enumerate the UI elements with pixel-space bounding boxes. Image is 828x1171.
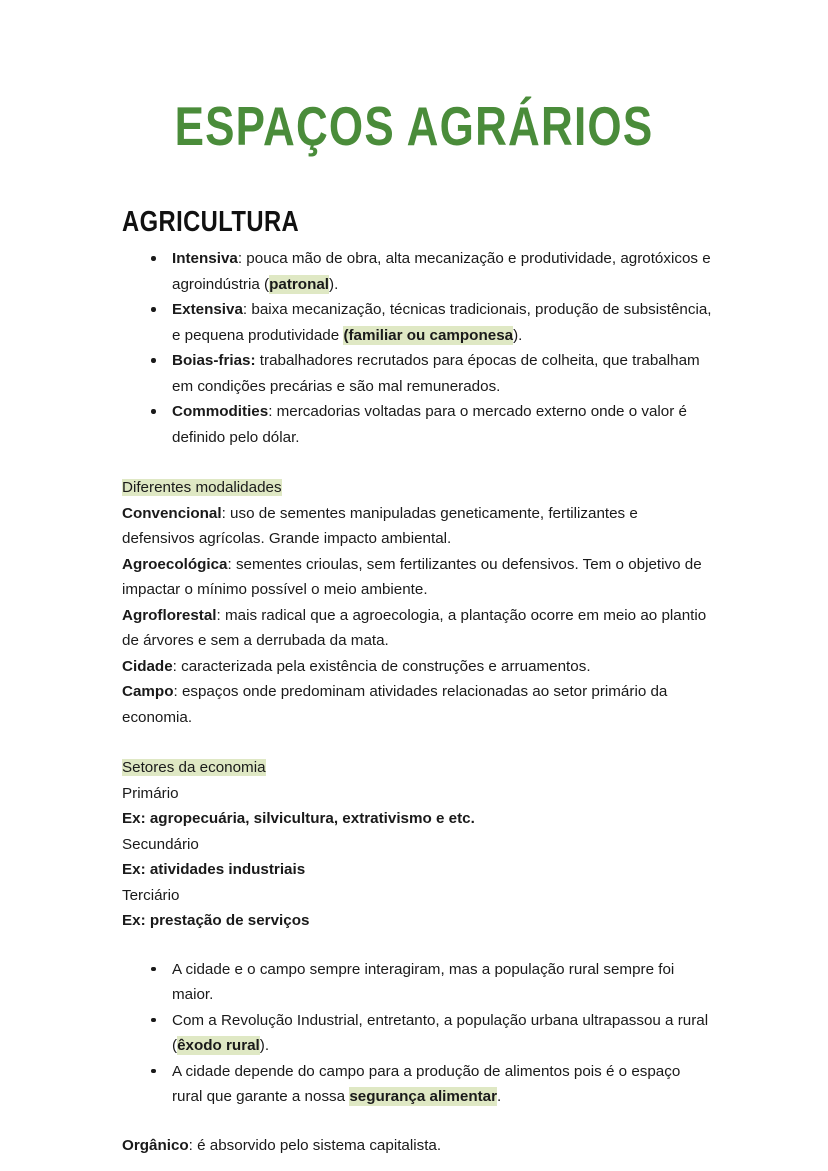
subsection-heading-setores-label: Setores da economia: [122, 759, 266, 776]
bullet-text-after: ).: [259, 1037, 270, 1054]
bullet-text-before: baixa mecanização, técnicas tradicionais, produção de subsistência, e pequena produtividade: [172, 301, 712, 344]
bullet-separator: :: [242, 301, 252, 318]
organico-entry: [122, 1133, 714, 1159]
bullet-separator: :: [268, 403, 277, 420]
entry-separator: :: [188, 1136, 198, 1154]
entry-text: mais radical que a agroecologia, a plantação ocorre em meio ao plantio de árvores e sem a derrubada da mata.: [122, 606, 707, 649]
entry-text: uso de sementes manipuladas geneticamente, fertilizantes e defensivos agrícolas. Grande impacto ambiental.: [122, 504, 638, 547]
section-gap: [122, 1110, 714, 1133]
entry-separator: :: [216, 606, 225, 624]
bullet-text-after: ).: [513, 326, 523, 344]
list-item: [122, 1008, 714, 1059]
bullet-text-before: A cidade depende do campo para a produção de alimentos pois é o espaço rural que garante a nossa: [172, 1062, 681, 1105]
bullet-dot-icon: [151, 307, 156, 312]
entry-term: Convencional: [122, 504, 222, 522]
setor-example: Ex: prestação de serviços: [122, 912, 310, 929]
cidade-campo-bullet-list: [122, 957, 714, 1110]
bullet-dot-icon: [151, 1069, 156, 1074]
list-item: [122, 399, 714, 450]
bullet-highlight: (familiar ou camponesa: [343, 326, 514, 344]
entry-text: espaços onde predominam atividades relacionadas ao setor primário da economia.: [122, 683, 668, 726]
bullet-term: Extensiva: [172, 301, 243, 318]
entry-separator: :: [227, 555, 236, 573]
entry-term: Agroflorestal: [122, 606, 217, 624]
agricultura-bullet-list: [122, 246, 714, 450]
modalidade-entry: [122, 552, 714, 603]
setor-name: Terciário: [122, 886, 180, 904]
entry-term: Agroecológica: [122, 555, 228, 573]
entry-separator: :: [172, 657, 182, 675]
bullet-term: Boias-frias:: [172, 352, 256, 369]
bullet-dot-icon: [151, 256, 156, 261]
setor-name: Secundário: [122, 835, 199, 853]
entry-separator: :: [173, 683, 182, 700]
modalidade-entry: [122, 603, 714, 654]
setor-name: Primário: [122, 784, 179, 802]
bullet-dot-icon: [151, 358, 156, 363]
bullet-text-before: Com a Revolução Industrial, entretanto, a população urbana ultrapassou a rural (: [172, 1011, 709, 1054]
setor-example: Ex: agropecuária, silvicultura, extrativismo e etc.: [122, 810, 475, 827]
bullet-text-before: A cidade e o campo sempre interagiram, mas a população rural sempre foi maior.: [172, 960, 675, 1003]
entry-separator: :: [221, 504, 231, 522]
entry-text: é absorvido pelo sistema capitalista.: [197, 1136, 442, 1154]
bullet-separator: :: [237, 250, 247, 267]
bullet-text-after: ).: [329, 275, 339, 293]
list-item: [122, 348, 714, 399]
bullet-dot-icon: [151, 967, 156, 972]
section-gap: [122, 730, 714, 755]
entry-text: caracterizada pela existência de construções e arruamentos.: [181, 657, 591, 675]
bullet-term: Intensiva: [172, 250, 238, 267]
subsection-heading-modalidades-label: Diferentes modalidades: [122, 479, 282, 496]
bullet-text-after: .: [497, 1088, 502, 1105]
list-item: [122, 957, 714, 1008]
modalidade-entry: [122, 501, 714, 552]
list-item: [122, 297, 714, 348]
entry-text: sementes crioulas, sem fertilizantes ou defensivos. Tem o objetivo de impactar o mínimo possível o meio ambiente.: [122, 555, 702, 598]
bullet-text-before: trabalhadores recrutados para épocas de colheita, que trabalham em condições precárias e são mal remunerados.: [172, 352, 700, 395]
bullet-highlight: êxodo rural: [177, 1037, 260, 1054]
bullet-highlight: patronal: [269, 275, 330, 293]
subsection-heading-setores: [122, 755, 714, 781]
entry-term: Campo: [122, 683, 174, 700]
section-gap: [122, 450, 714, 475]
list-item: [122, 246, 714, 297]
section-heading-agricultura: AGRICULTURA: [122, 206, 300, 238]
section-gap: [122, 934, 714, 957]
modalidade-entry: [122, 679, 714, 730]
subsection-heading-modalidades: [122, 475, 714, 501]
document-content: [122, 246, 714, 1158]
bullet-term: Commodities: [172, 403, 269, 420]
modalidade-entry: [122, 654, 714, 680]
bullet-text-before: mercadorias voltadas para o mercado externo onde o valor é definido pelo dólar.: [172, 403, 687, 446]
entry-term: Cidade: [122, 657, 173, 675]
bullet-highlight: segurança alimentar: [349, 1088, 498, 1105]
entry-term: Orgânico: [122, 1136, 189, 1154]
bullet-dot-icon: [151, 1018, 156, 1023]
list-item: [122, 1059, 714, 1110]
page-title: ESPAÇOS AGRÁRIOS: [174, 95, 654, 157]
setor-example: Ex: atividades industriais: [122, 861, 306, 878]
bullet-text-before: pouca mão de obra, alta mecanização e produtividade, agrotóxicos e agroindústria (: [172, 250, 711, 293]
bullet-dot-icon: [151, 409, 156, 414]
